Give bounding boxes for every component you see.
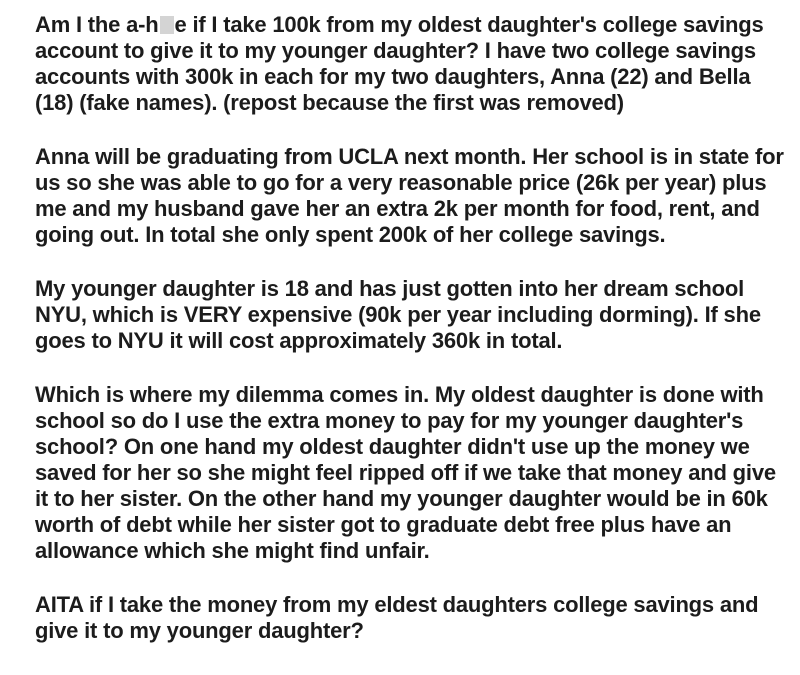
post-paragraph-1: Anna will be graduating from UCLA next month. Her school is in state for us so she was able to go for a very reasonable price (26k per year) plus me and my husband gave her an extra 2k per month for food, rent, and going out. In total she only spent 200k of her college savings.: [35, 144, 784, 247]
post-paragraph-4: AITA if I take the money from my eldest daughters college savings and give it to my younger daughter?: [35, 592, 759, 643]
post-title-start: Am I the a-h: [35, 12, 159, 37]
censor-block: [160, 16, 174, 34]
post-body: [35, 12, 785, 644]
post-paragraph-2: My younger daughter is 18 and has just gotten into her dream school NYU, which is VERY expensive (90k per year including dorming). If she goes to NYU it will cost approximately 360k in total.: [35, 276, 761, 353]
post-title: [35, 12, 785, 116]
post-paragraph-3: Which is where my dilemma comes in. My oldest daughter is done with school so do I use the extra money to pay for my younger daughter's school? On one hand my oldest daughter didn't use up the money we saved for her so she might feel ripped off if we take that money and give it to her sister. On the other hand my younger daughter would be in 60k worth of debt while her sister got to graduate debt free plus have an allowance which she might find unfair.: [35, 382, 776, 563]
post-title-end: e if I take 100k from my oldest daughter's college savings account to give it to my younger daughter? I have two college savings accounts with 300k in each for my two daughters, Anna (22) and Bella (18) (fake names). (repost because the first was removed): [35, 12, 764, 115]
